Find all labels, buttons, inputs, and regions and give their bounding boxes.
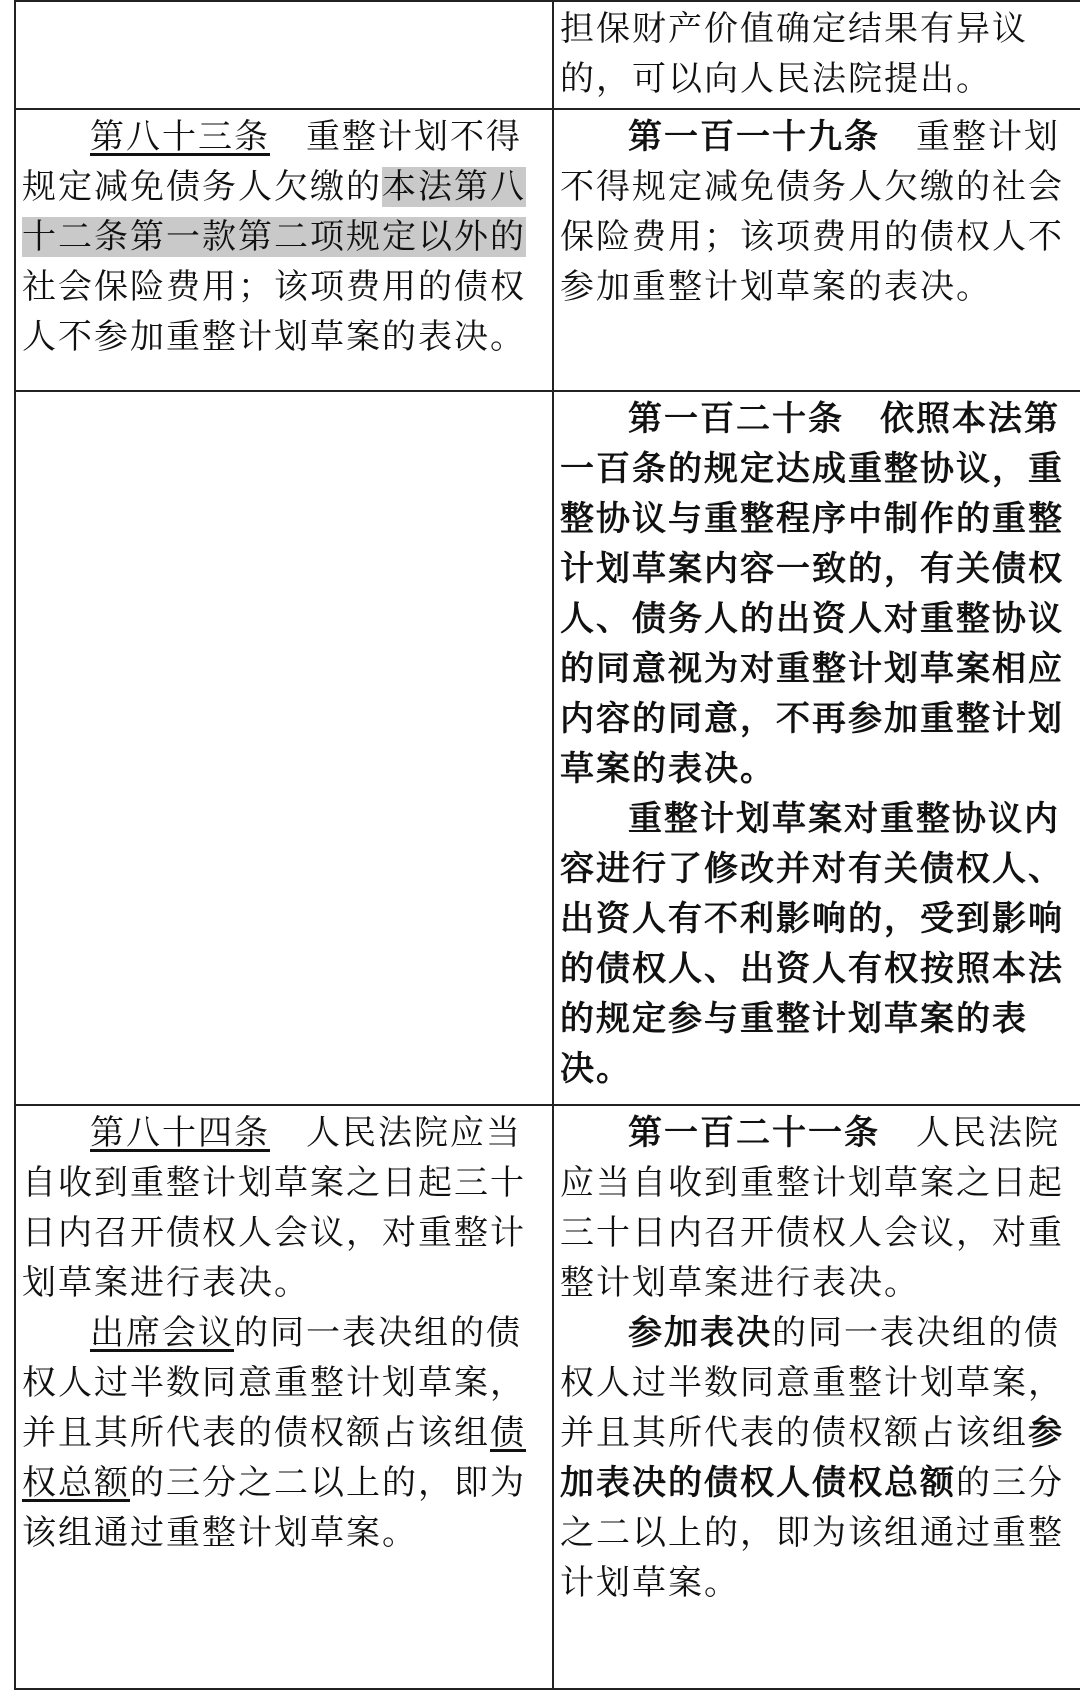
article-text: 的同一表决组的债权人过半数同意重整计划草案，并且其所代表的债权额占该组 xyxy=(560,1313,1064,1453)
article-text: 重整计划不得规定减免债务人欠缴的 xyxy=(22,117,522,207)
new-law-cell xyxy=(553,1105,1080,1689)
paragraph xyxy=(560,4,1080,104)
paragraph xyxy=(22,1308,546,1558)
new-law-cell xyxy=(553,391,1080,1105)
article-text: 依照本法第一百条的规定达成重整协议，重整协议与重整程序中制作的重整计划草案内容一致的，有关债权人、债务人的出资人对重整协议的同意视为对重整计划草案相应内容的同意，不再参加重整计划草案的表决。 xyxy=(560,399,1064,789)
paragraph xyxy=(560,1108,1080,1308)
article-text: 的同一表决组的债权人过半数同意重整计划草案，并且其所代表的债权额占该组 xyxy=(22,1313,526,1453)
highlighted-text: 本法第八十二条第一款第二项规定以外的 xyxy=(22,167,526,257)
bold-text: 参加表决的债权人债权总额 xyxy=(560,1413,1064,1503)
article-text: 社会保险费用；该项费用的债权人不参加重整计划草案的表决。 xyxy=(22,267,526,357)
article-number: 第一百二十条 xyxy=(628,399,844,439)
old-law-cell xyxy=(15,109,553,391)
article-number: 第八十四条 xyxy=(90,1113,270,1153)
paragraph xyxy=(22,112,546,362)
old-law-cell xyxy=(15,1105,553,1689)
article-text: 人民法院应当自收到重整计划草案之日起三十日内召开债权人会议，对重整计划草案进行表决。 xyxy=(560,1113,1064,1303)
bold-text: 参加表决 xyxy=(628,1313,772,1353)
underlined-text: 债权总额 xyxy=(22,1413,526,1503)
paragraph xyxy=(22,1108,546,1308)
article-number: 第一百二十一条 xyxy=(628,1113,880,1153)
new-law-cell xyxy=(553,1,1080,109)
paragraph xyxy=(560,794,1080,1094)
article-text: 人民法院应当自收到重整计划草案之日起三十日内召开债权人会议，对重整计划草案进行表决。 xyxy=(22,1113,526,1303)
old-law-cell xyxy=(15,1,553,109)
law-comparison-table xyxy=(14,0,1080,1690)
table-row xyxy=(15,1,1080,109)
article-text: 重整计划不得规定减免债务人欠缴的社会保险费用；该项费用的债权人不参加重整计划草案的表决。 xyxy=(560,117,1064,307)
old-law-cell xyxy=(15,391,553,1105)
table-row xyxy=(15,109,1080,391)
article-text: 重整计划草案对重整协议内容进行了修改并对有关债权人、出资人有不利影响的，受到影响的债权人、出资人有权按照本法的规定参与重整计划草案的表决。 xyxy=(560,799,1064,1089)
paragraph xyxy=(560,1308,1080,1608)
article-text: 的三分之二以上的，即为该组通过重整计划草案。 xyxy=(560,1463,1064,1603)
paragraph xyxy=(560,394,1080,794)
underlined-text: 出席会议 xyxy=(90,1313,234,1353)
article-number: 第八十三条 xyxy=(90,117,270,157)
new-law-cell xyxy=(553,109,1080,391)
table-row xyxy=(15,1105,1080,1689)
table-row xyxy=(15,391,1080,1105)
article-text: 担保财产价值确定结果有异议的，可以向人民法院提出。 xyxy=(560,9,1028,99)
article-text: 的三分之二以上的，即为该组通过重整计划草案。 xyxy=(22,1463,526,1553)
paragraph xyxy=(560,112,1080,312)
article-number: 第一百一十九条 xyxy=(628,117,880,157)
